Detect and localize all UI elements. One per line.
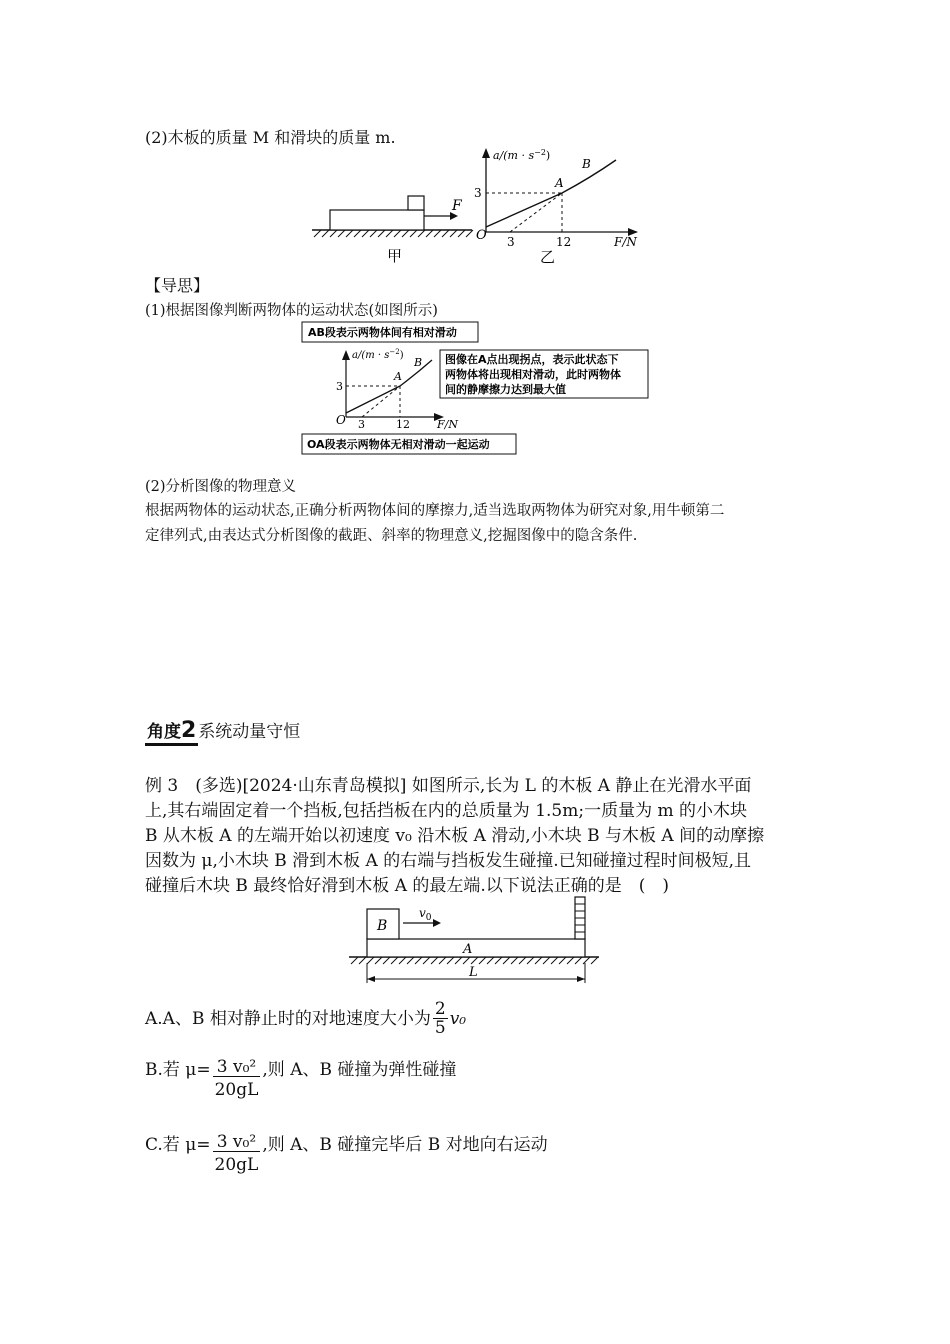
svg-text:AB段表示两物体间有相对滑动: AB段表示两物体间有相对滑动 bbox=[308, 326, 457, 339]
guide-item-2: (2)分析图像的物理意义 bbox=[145, 479, 297, 495]
svg-text:A: A bbox=[394, 370, 402, 383]
figure-1 bbox=[300, 140, 660, 270]
fraction-b: $\frac{\text{3 v₀²}}{20gL}$ bbox=[214, 1057, 259, 1100]
svg-text:B: B bbox=[377, 918, 388, 934]
tick-x-3: 3 bbox=[507, 235, 515, 249]
example-line-3: B 从木板 A 的左端开始以初速度 v₀ 沿木板 A 滑动,小木块 B 与木板 A 间的动摩擦 bbox=[145, 826, 765, 846]
svg-text:两物体将出现相对滑动，此时两物体: 两物体将出现相对滑动，此时两物体 bbox=[445, 368, 621, 381]
example-line-5: 碰撞后木块 B 最终恰好滑到木板 A 的最左端.以下说法正确的是 ( ) bbox=[145, 876, 670, 896]
y-axis-label: $a/(m \cdot s^{-2})$ bbox=[493, 148, 551, 162]
segment-oa bbox=[486, 193, 562, 227]
guide-item-1: (1)根据图像判断两物体的运动状态(如图所示) bbox=[145, 303, 438, 319]
svg-text:3: 3 bbox=[358, 418, 365, 431]
board-a bbox=[367, 939, 585, 957]
point-b: B bbox=[582, 157, 591, 171]
option-b[interactable]: B.若 μ= $\frac{\text{3 v₀²}}{20gL}$ ,则 A、B 碰撞为弹性碰撞 bbox=[145, 1057, 457, 1100]
svg-text:B: B bbox=[414, 356, 423, 369]
svg-text:O: O bbox=[336, 413, 346, 427]
figure-2 bbox=[296, 320, 656, 460]
example-line-1: 例 3 (多选)[2024·山东青岛模拟] 如图所示,长为 L 的木板 A 静止在光滑水平面 bbox=[145, 776, 752, 796]
fraction-c: $\frac{\text{3 v₀²}}{20gL}$ bbox=[214, 1132, 259, 1175]
fraction-a: $\frac{2}{5}$ bbox=[434, 999, 446, 1038]
label-jia: 甲 bbox=[387, 247, 403, 265]
label-yi: 乙 bbox=[540, 248, 556, 266]
svg-text:OA段表示两物体无相对滑动一起运动: OA段表示两物体无相对滑动一起运动 bbox=[307, 438, 490, 451]
option-a[interactable]: A.A、B 相对静止时的对地速度大小为 $\frac{2}{5}$ v₀ bbox=[145, 999, 467, 1038]
svg-text:间的静摩擦力达到最大值: 间的静摩擦力达到最大值 bbox=[445, 383, 566, 396]
y-axis-label-2: $a/(m \cdot s^{-2})$ bbox=[352, 348, 404, 361]
svg-text:F/N: F/N bbox=[437, 418, 458, 431]
example-line-4: 因数为 μ,小木块 B 滑到木板 A 的右端与挡板发生碰撞.已知碰撞过程时间极短,且 bbox=[145, 851, 752, 871]
figure-jia bbox=[312, 196, 473, 265]
force-label: F bbox=[452, 198, 462, 214]
block-m bbox=[408, 196, 424, 210]
svg-text:A: A bbox=[463, 942, 473, 957]
svg-text:12: 12 bbox=[396, 418, 410, 431]
x-axis-label: F/N bbox=[614, 235, 637, 249]
figure-3 bbox=[345, 895, 605, 987]
velocity-label: $v_0$ bbox=[419, 906, 432, 923]
example-line-2: 上,其右端固定着一个挡板,包括挡板在内的总质量为 1.5m;一质量为 m 的小木块 bbox=[145, 801, 748, 821]
section-badge: 角度2 bbox=[145, 720, 198, 746]
point-a: A bbox=[555, 176, 564, 190]
length-label: L bbox=[469, 965, 478, 980]
guide-heading: 【导思】 bbox=[145, 276, 210, 295]
guide-item-2-text-1: 根据两物体的运动状态,正确分析两物体间的摩擦力,适当选取两物体为研究对象,用牛顿第二 bbox=[145, 503, 725, 519]
board-m bbox=[330, 210, 424, 230]
tick-x-12: 12 bbox=[556, 235, 572, 249]
figure-yi bbox=[474, 148, 638, 266]
section-heading bbox=[145, 720, 300, 746]
section-title: 系统动量守恒 bbox=[198, 722, 301, 742]
guide-item-2-text-2: 定律列式,由表达式分析图像的截距、斜率的物理意义,挖掘图像中的隐含条件. bbox=[145, 528, 638, 544]
svg-text:图像在A点出现拐点，表示此状态下: 图像在A点出现拐点，表示此状态下 bbox=[445, 353, 619, 366]
option-c[interactable]: C.若 μ= $\frac{\text{3 v₀²}}{20gL}$ ,则 A、B 碰撞完毕后 B 对地向右运动 bbox=[145, 1132, 548, 1175]
origin-label: O bbox=[476, 228, 487, 243]
tick-y-3: 3 bbox=[474, 186, 482, 200]
svg-text:3: 3 bbox=[336, 380, 343, 393]
part2-title: (2)木板的质量 M 和滑块的质量 m. bbox=[145, 128, 396, 147]
